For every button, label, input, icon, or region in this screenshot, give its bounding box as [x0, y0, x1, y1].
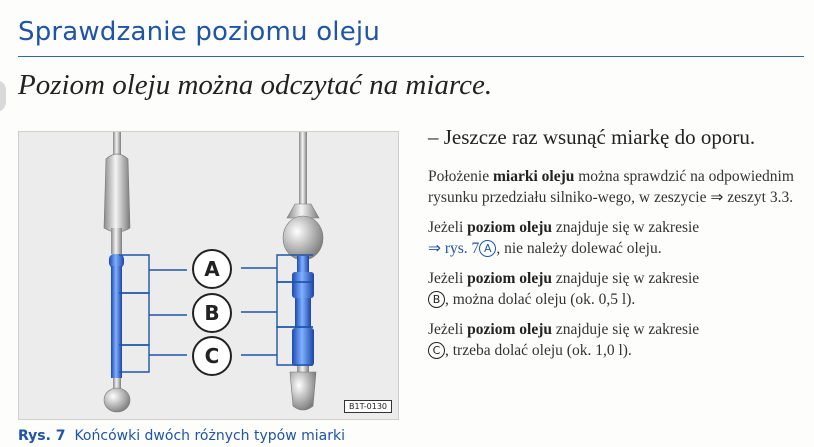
p2-text3: , nie należy dolewać oleju.	[496, 240, 662, 257]
range-label-c	[193, 337, 231, 375]
paragraph-range-b	[428, 268, 804, 310]
p3-text1: Jeżeli	[428, 270, 468, 287]
paragraph-range-a	[428, 217, 804, 259]
p2-text2: znajduje się w zakresie	[551, 219, 700, 236]
section-heading: Sprawdzanie poziomu oleju	[18, 17, 381, 47]
figure-caption	[18, 428, 345, 444]
subtitle: Poziom oleju można odczytać na miarce.	[18, 69, 493, 101]
right-dipstick	[283, 132, 323, 410]
p1-text2: można sprawdzić na odpowiednim rysunku przedziału silniko-wego, w zeszycie ⇒ zeszyt 3.3.	[428, 168, 794, 206]
paragraph-range-c	[428, 319, 804, 361]
figure-code: B1T-0130	[344, 400, 392, 413]
p4-text3: , trzeba dolać oleju (ok. 1,0 l).	[445, 342, 632, 359]
svg-text:A: A	[204, 257, 220, 281]
figure-reference-link[interactable]: ⇒ rys. 7	[428, 240, 480, 257]
heading-rule	[18, 56, 804, 57]
caption-prefix: Rys. 7	[18, 428, 66, 444]
svg-text:B: B	[204, 301, 220, 325]
instructions-column	[428, 124, 804, 370]
p4-text2: znajduje się w zakresie	[551, 321, 700, 338]
range-label-b	[193, 294, 231, 332]
p4-text1: Jeżeli	[428, 321, 468, 338]
paragraph-dipstick-location	[428, 166, 804, 208]
p3-text3: , można dolać oleju (ok. 0,5 l).	[445, 291, 636, 308]
p2-bold: poziom oleju	[467, 219, 552, 236]
p3-text2: znajduje się w zakresie	[551, 270, 700, 287]
p2-text1: Jeżeli	[428, 219, 468, 236]
dipstick-figure	[18, 131, 399, 420]
svg-text:C: C	[204, 344, 220, 368]
p1-text1: Położenie	[428, 168, 493, 185]
page-edge-tab	[0, 80, 6, 112]
caption-text: Końcówki dwóch różnych typów miarki	[74, 428, 345, 444]
dipstick-illustration	[19, 132, 400, 421]
p1-bold: miarki oleju	[493, 168, 575, 185]
circle-label-a: A	[479, 240, 496, 257]
left-dipstick	[104, 132, 130, 412]
circle-label-c: C	[428, 342, 445, 359]
step-instruction: – Jeszcze raz wsunąć miarkę do oporu.	[428, 125, 756, 149]
p3-bold: poziom oleju	[467, 270, 552, 287]
p4-bold: poziom oleju	[467, 321, 552, 338]
circle-label-b: B	[428, 291, 445, 308]
range-label-a	[193, 250, 231, 288]
